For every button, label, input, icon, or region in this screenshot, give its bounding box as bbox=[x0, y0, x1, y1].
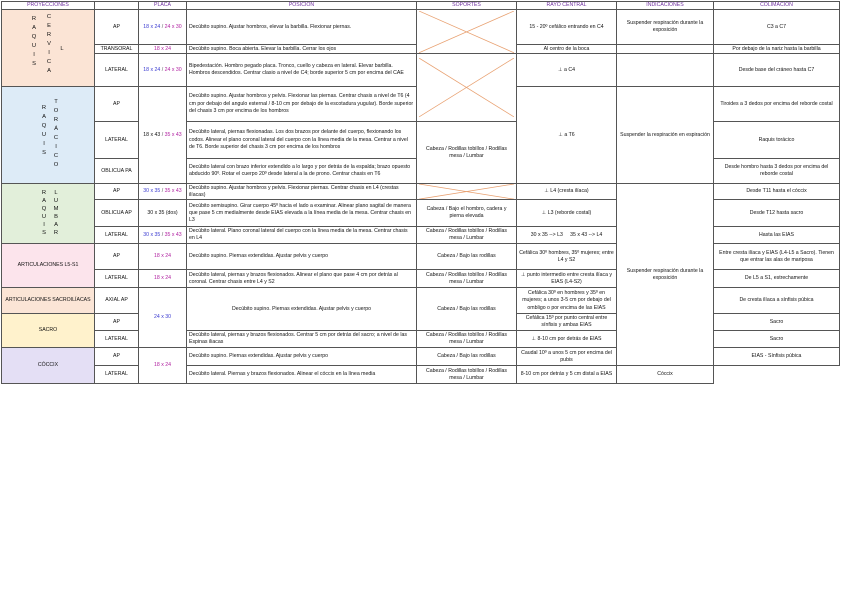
colimacion: Por debajo de la nariz hasta la barbilla bbox=[714, 45, 840, 54]
colimacion: Tiroides a 3 dedos por encima del reborde costal bbox=[714, 87, 840, 122]
letter: U bbox=[41, 213, 47, 220]
posicion: Bipedestación. Hombro pegado placa. Tronco, cuello y cabeza en lateral. Elevar barbilla. Hombros descendidos. Centrar clasio a nivel de C4; borde superior 5 cm por encima del CAE bbox=[187, 54, 417, 87]
posicion: Decúbito supino. Boca abierta. Elevar la barbilla. Cerrar los ojos bbox=[187, 45, 417, 54]
region-articulaciones-sacroiliacas: ARTICULACIONES SACROILÍACAS bbox=[2, 288, 95, 314]
row-l5s1-lateral bbox=[2, 270, 840, 288]
rayo-central: 15 - 20º cefálico entrando en C4 bbox=[517, 10, 617, 45]
colimacion: Hasta las EIAS bbox=[714, 227, 840, 244]
letter: A bbox=[32, 25, 36, 32]
row-lumbar-lateral bbox=[2, 227, 840, 244]
letter: L bbox=[54, 189, 58, 196]
posicion: Decúbito supino. Piernas extendidas. Ajustar pelvis y cuerpo bbox=[187, 348, 417, 366]
placa: 30 x 35 / 35 x 43 bbox=[139, 227, 187, 244]
placa: 30 x 35 (dos) bbox=[139, 200, 187, 227]
posicion: Decúbito lateral con brazo inferior extendido a lo largo y por detrás de la espalda; brazo opuesto abducido 90º. Rotar el cuerpo 20º desde lateral a la de prono. Centrar chasis en T6 bbox=[187, 159, 417, 184]
letter: B bbox=[54, 213, 58, 220]
letter: A bbox=[42, 197, 46, 204]
region-raquis-cervical bbox=[2, 10, 95, 87]
rayo-central: Caudal 10º a unos 5 cm por encima del pubis bbox=[517, 348, 617, 366]
letter: S bbox=[32, 61, 36, 68]
header-row bbox=[2, 2, 840, 10]
letter: Q bbox=[31, 34, 37, 41]
row-lumbar-ap bbox=[2, 184, 840, 200]
rayo-central: 8-10 cm por detrás y 5 cm distal a EIAS bbox=[517, 366, 617, 384]
posicion: Decúbito lateral, piernas y brazos flexionados. Alinear el plano que pase 4 cm por detrás al coronal. Centrar chasis entre L4 y S2 bbox=[187, 270, 417, 288]
letter: C bbox=[46, 59, 52, 66]
proj-lateral: LATERAL bbox=[95, 122, 139, 159]
colimacion: De L5 a S1, estrechamente bbox=[714, 270, 840, 288]
placa: 18 x 24 / 24 x 30 bbox=[139, 54, 187, 87]
proj-ap: AP bbox=[95, 87, 139, 122]
letter: C bbox=[53, 135, 59, 142]
posicion: Decúbito supino. Ajustar hombros, elevar la barbilla. Flexionar piernas. bbox=[187, 10, 417, 45]
letter: Á bbox=[54, 126, 58, 133]
posicion: Decúbito lateral, piernas y brazos flexionados. Centrar 5 cm por detrás del sacro; a nivel de las Espinas iliacas bbox=[187, 331, 417, 348]
row-coccix-ap bbox=[2, 348, 840, 366]
letter: V bbox=[47, 41, 51, 48]
region-raquis-lumbar bbox=[2, 184, 95, 244]
colimacion: Sacro bbox=[714, 331, 840, 348]
letter: R bbox=[46, 32, 52, 39]
letter: M bbox=[53, 205, 59, 212]
placa: 18 x 24 bbox=[139, 244, 187, 270]
proj-ap: AP bbox=[95, 244, 139, 270]
region-articulaciones-l5s1: ARTICULACIONES L5-S1 bbox=[2, 244, 95, 288]
colimacion: Entre cresta ilíaca y EIAS (L4-L5 a Sacro). Tienen que entrar las alas de mariposa bbox=[714, 244, 840, 270]
cross-mark bbox=[419, 58, 514, 117]
rayo-central: Al centro de la boca bbox=[517, 45, 617, 54]
raquis-toracico-label bbox=[4, 87, 93, 183]
row-lumbar-oblicua bbox=[2, 200, 840, 227]
region-sacro: SACRO bbox=[2, 314, 95, 348]
posicion: Decúbito semisupino. Girar cuerpo 45º hacia el lado a examinar. Alinear plano sagital de manera que pase 5 cm medialmente desde EIAS elevada a la línea media de la mesa. Centrar chasis en L3 bbox=[187, 200, 417, 227]
proj-lateral: LATERAL bbox=[95, 54, 139, 87]
posicion: Decúbito lateral, piernas flexionadas. Los dos brazos por delante del cuerpo, flexionando los codos. Alinear el plano coronal lateral del cuerpo con la línea media de la mesa. Centrar a nivel de T6. Borde superior del chasis 3 cm por encima de los hombros bbox=[187, 122, 417, 159]
letter: I bbox=[43, 221, 45, 228]
proj-oblicua-pa: OBLICUA PA bbox=[95, 159, 139, 184]
colimacion: De cresta ilíaca a sínfisis púbica bbox=[714, 288, 840, 314]
proj-oblicua-ap: OBLICUA AP bbox=[95, 200, 139, 227]
colimacion: Desde hombro hasta 3 dedos por encima del reborde costal bbox=[714, 159, 840, 184]
rayo-central: ⊥ a T6 bbox=[517, 87, 617, 184]
cross-mark bbox=[419, 184, 514, 199]
letter: A bbox=[47, 68, 51, 75]
rayo-central: 30 x 35 --> L3 35 x 43 --> L4 bbox=[517, 227, 617, 244]
header-proj-sub bbox=[95, 2, 139, 10]
proj-ap: AP bbox=[95, 184, 139, 200]
indicaciones: Suspender respiración durante la exposición bbox=[617, 10, 714, 45]
proj-ap: AP bbox=[95, 314, 139, 331]
letter: I bbox=[33, 52, 35, 59]
letter: U bbox=[31, 43, 37, 50]
posicion: Decúbito lateral. Piernas y brazos flexionados. Alinear el cóccix en la línea media bbox=[187, 366, 417, 384]
colimacion: Desde T11 hasta el cóccix bbox=[714, 184, 840, 200]
soportes-none bbox=[417, 184, 517, 200]
rayo-central: Cefálica 30º en hombres y 35º en mujeres; a unos 3-5 cm por debajo del ombligo o por encima de las EIAS bbox=[517, 288, 617, 314]
letter: I bbox=[43, 141, 45, 148]
placa: 18 x 24 bbox=[139, 348, 187, 384]
soportes: Cabeza / Bajo las rodillas bbox=[417, 348, 517, 366]
letter: C bbox=[53, 153, 59, 160]
proj-lateral: LATERAL bbox=[95, 270, 139, 288]
soportes: Cabeza / Bajo las rodillas bbox=[417, 288, 517, 331]
raquis-cervical-label bbox=[4, 10, 93, 86]
header-posicion: POSICIÓN bbox=[187, 2, 417, 10]
letter: A bbox=[54, 221, 58, 228]
colimacion: Sacro bbox=[714, 314, 840, 331]
letter: R bbox=[31, 16, 37, 23]
letter: T bbox=[54, 99, 58, 106]
posicion: Decúbito lateral. Plano coronal lateral del cuerpo con la línea media de la mesa. Centrar chasis en L4 bbox=[187, 227, 417, 244]
posicion: Decúbito supino. Piernas extendidas. Ajustar pelvis y cuerpo bbox=[187, 244, 417, 270]
placa: 18 x 24 bbox=[139, 270, 187, 288]
colimacion: Cóccix bbox=[617, 366, 714, 384]
proj-lateral: LATERAL bbox=[95, 366, 139, 384]
posicion: Decúbito supino. Ajustar hombros y pelvis. Flexionar las piernas. Centrar chasis a nivel de T6 (4 cm por debajo del angulo esternal / 8-10 cm por debajo de la escotadura yugular). Borde superior del chasis 3 cm por encima de los hombros bbox=[187, 87, 417, 122]
proj-transoral: TRANSORAL bbox=[95, 45, 139, 54]
letter: O bbox=[53, 108, 59, 115]
row-cervical-lateral bbox=[2, 54, 840, 87]
letter: L bbox=[60, 46, 64, 53]
placa: 18 x 24 / 24 x 30 bbox=[139, 10, 187, 45]
region-raquis-toracico bbox=[2, 87, 95, 184]
row-sacroiliacas-axial bbox=[2, 288, 840, 314]
letter: U bbox=[41, 132, 47, 139]
placa: 30 x 35 / 35 x 43 bbox=[139, 184, 187, 200]
header-proyecciones: PROYECCIONES bbox=[2, 2, 95, 10]
indicaciones: Suspender la respiración en espiración bbox=[617, 87, 714, 184]
rayo-central: ⊥ punto intermedio entre cresta ilíaca y EIAS (L4-S2) bbox=[517, 270, 617, 288]
row-toracico-lateral bbox=[2, 122, 840, 159]
rayo-central: Cefálica 15º por punto central entre sínfisis y ambas EIAS bbox=[517, 314, 617, 331]
letter: R bbox=[41, 189, 47, 196]
letter: E bbox=[47, 23, 51, 30]
soportes: Cabeza / Rodillas tobillos / Rodillas mesa / Lumbar bbox=[417, 122, 517, 184]
proj-lateral: LATERAL bbox=[95, 331, 139, 348]
letter: A bbox=[42, 114, 46, 121]
header-colimacion: COLIMACIÓN bbox=[714, 2, 840, 10]
soportes: Cabeza / Rodillas tobillos / Rodillas mesa / Lumbar bbox=[417, 227, 517, 244]
soportes: Cabeza / Bajo el hombro, cadera y pierna elevada bbox=[417, 200, 517, 227]
letter: R bbox=[53, 117, 59, 124]
placa: 18 x 43 / 35 x 43 bbox=[139, 87, 187, 184]
soportes-none bbox=[417, 54, 517, 122]
placa: 18 x 24 bbox=[139, 45, 187, 54]
letter: Q bbox=[41, 123, 47, 130]
letter: S bbox=[42, 229, 46, 236]
rayo-central: ⊥ L3 (reborde costal) bbox=[517, 200, 617, 227]
colimacion: Desde T12 hasta sacro bbox=[714, 200, 840, 227]
soportes-none bbox=[417, 10, 517, 54]
colimacion: Desde base del cráneo hasta C7 bbox=[714, 54, 840, 87]
row-l5s1-ap bbox=[2, 244, 840, 270]
raquis-lumbar-label bbox=[4, 185, 93, 243]
letter: O bbox=[53, 162, 59, 169]
indicaciones: Suspender respiración durante la exposición bbox=[617, 184, 714, 366]
proj-lateral: LATERAL bbox=[95, 227, 139, 244]
rayo-central: ⊥ 8-10 cm por detrás de EIAS bbox=[517, 331, 617, 348]
colimacion: EIAS - Sínfisis púbica bbox=[714, 348, 840, 366]
indicaciones-empty bbox=[617, 54, 714, 87]
indicaciones-empty bbox=[617, 45, 714, 54]
colimacion: C3 a C7 bbox=[714, 10, 840, 45]
proj-ap: AP bbox=[95, 10, 139, 45]
posicion: Decúbito supino. Piernas extendidas. Ajustar pelvis y cuerpo bbox=[187, 288, 417, 331]
letter: Q bbox=[41, 205, 47, 212]
rayo-central: Cefálica 30º hombres, 35º mujeres; entre L4 y S2 bbox=[517, 244, 617, 270]
rayo-central: ⊥ L4 (cresta ilíaca) bbox=[517, 184, 617, 200]
letter: I bbox=[48, 50, 50, 57]
letter: R bbox=[41, 105, 47, 112]
cross-mark bbox=[419, 11, 514, 53]
placa: 24 x 30 bbox=[139, 288, 187, 348]
letter: S bbox=[42, 150, 46, 157]
letter: R bbox=[53, 229, 59, 236]
row-sacro-lateral bbox=[2, 331, 840, 348]
row-cervical-ap bbox=[2, 10, 840, 45]
rayo-central: ⊥ a C4 bbox=[517, 54, 617, 87]
letter: I bbox=[55, 144, 57, 151]
soportes: Cabeza / Rodillas tobillos / Rodillas mesa / Lumbar bbox=[417, 331, 517, 348]
proj-ap: AP bbox=[95, 348, 139, 366]
letter: U bbox=[53, 197, 59, 204]
letter: C bbox=[46, 14, 52, 21]
soportes: Cabeza / Rodillas tobillos / Rodillas mesa / Lumbar bbox=[417, 270, 517, 288]
proj-axial-ap: AXIAL AP bbox=[95, 288, 139, 314]
region-coccix: CÓCCIX bbox=[2, 348, 95, 384]
row-coccix-lateral bbox=[2, 366, 840, 384]
soportes: Cabeza / Bajo las rodillas bbox=[417, 244, 517, 270]
header-indicaciones: INDICACIONES bbox=[617, 2, 714, 10]
header-rayo-central: RAYO CENTRAL bbox=[517, 2, 617, 10]
header-soportes: SOPORTES bbox=[417, 2, 517, 10]
posicion: Decúbito supino. Ajustar hombros y pelvis. Flexionar piernas. Centrar chasis en L4 (crestas ilíacas) bbox=[187, 184, 417, 200]
colimacion: Raquis torácico bbox=[714, 122, 840, 159]
soportes: Cabeza / Rodillas tobillos / Rodillas mesa / Lumbar bbox=[417, 366, 517, 384]
header-placa: PLACA bbox=[139, 2, 187, 10]
radiology-table bbox=[1, 1, 840, 384]
